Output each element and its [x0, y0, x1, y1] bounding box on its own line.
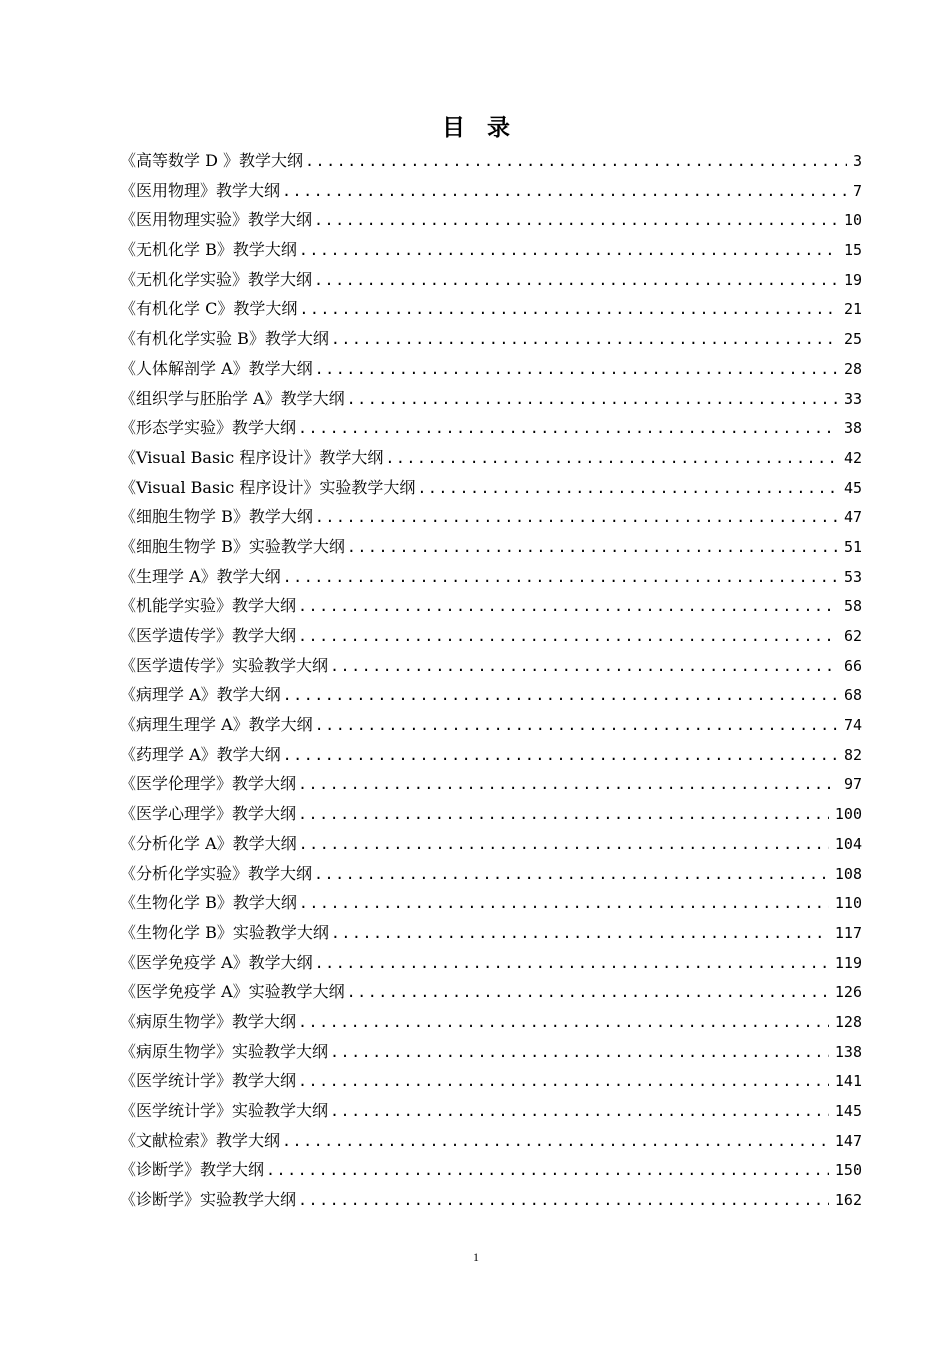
toc-dot-leader	[282, 1127, 829, 1157]
toc-entry-title: 《医学统计学》实验教学大纲	[120, 1101, 329, 1120]
toc-entry-page: 62	[843, 627, 862, 645]
toc-dot-leader	[315, 355, 838, 385]
toc-dot-leader	[347, 978, 829, 1008]
toc-entry-title: 《生物化学 B》实验教学大纲	[120, 922, 329, 942]
toc-entry-page: 162	[834, 1191, 862, 1210]
toc-entry[interactable]	[120, 532, 862, 562]
toc-dot-leader	[385, 444, 838, 474]
toc-entry-page: 147	[834, 1131, 862, 1150]
toc-entry-title: 《Visual Basic 程序设计》教学大纲	[120, 447, 384, 467]
toc-entry[interactable]	[120, 859, 862, 889]
toc-entry-title: 《病理生理学 A》教学大纲	[120, 715, 313, 735]
toc-entry-title: 《分析化学实验》教学大纲	[120, 863, 313, 883]
toc-dot-leader	[299, 295, 838, 325]
toc-entry-page: 47	[843, 508, 862, 527]
toc-entry[interactable]	[120, 443, 862, 473]
toc-entry-title: 《病理学 A》教学大纲	[120, 685, 281, 705]
toc-dot-leader	[331, 325, 838, 355]
toc-entry[interactable]	[120, 1126, 862, 1156]
toc-entry[interactable]	[120, 948, 862, 978]
toc-entry[interactable]	[120, 769, 862, 799]
toc-dot-leader	[330, 1038, 829, 1068]
toc-dot-leader	[298, 1186, 829, 1216]
toc-entry-page: 68	[843, 686, 862, 705]
toc-entry[interactable]	[120, 384, 862, 414]
toc-dot-leader	[315, 949, 829, 979]
toc-dot-leader	[314, 206, 838, 236]
toc-dot-leader	[330, 652, 838, 682]
toc-entry-title: 《无机化学 B》教学大纲	[120, 240, 297, 260]
toc-dot-leader	[298, 414, 838, 444]
toc-entry-title: 《医学心理学》教学大纲	[120, 804, 297, 824]
toc-entry-page: 108	[834, 864, 862, 883]
toc-entry-title: 《医学免疫学 A》教学大纲	[120, 952, 313, 972]
toc-entry-page: 42	[843, 448, 862, 467]
toc-entry-page: 45	[843, 478, 862, 497]
toc-entry-page: 10	[843, 211, 862, 230]
toc-dot-leader	[298, 800, 829, 830]
toc-entry[interactable]	[120, 205, 862, 235]
toc-entry[interactable]	[120, 1096, 862, 1126]
toc-dot-leader	[347, 533, 838, 563]
toc-entry[interactable]	[120, 1037, 862, 1067]
toc-dot-leader	[314, 860, 829, 890]
toc-entry-title: 《生物化学 B》教学大纲	[120, 893, 297, 913]
toc-entry[interactable]	[120, 1185, 862, 1215]
toc-entry-title: 《医学遗传学》实验教学大纲	[120, 655, 329, 675]
toc-entry[interactable]	[120, 621, 862, 651]
toc-entry-title: 《诊断学》实验教学大纲	[120, 1190, 297, 1210]
toc-entry[interactable]	[120, 799, 862, 829]
toc-entry-title: 《细胞生物学 B》实验教学大纲	[120, 536, 345, 556]
toc-entry[interactable]	[120, 176, 862, 206]
toc-entry-page: 19	[843, 270, 862, 289]
toc-dot-leader	[299, 236, 838, 266]
toc-entry-title: 《人体解剖学 A》教学大纲	[120, 358, 313, 378]
toc-dot-leader	[417, 474, 838, 504]
toc-entry-page: 3	[852, 152, 862, 170]
toc-entry[interactable]	[120, 324, 862, 354]
toc-entry-page: 15	[843, 241, 862, 260]
toc-entry[interactable]	[120, 710, 862, 740]
toc-dot-leader	[331, 919, 829, 949]
toc-entry-page: 110	[834, 894, 862, 913]
toc-entry-page: 117	[834, 923, 862, 942]
toc-entry[interactable]	[120, 591, 862, 621]
toc-entry-page: 104	[834, 834, 862, 853]
toc-entry[interactable]	[120, 413, 862, 443]
toc-entry[interactable]	[120, 1007, 862, 1037]
toc-entry-title: 《无机化学实验》教学大纲	[120, 269, 313, 289]
toc-dot-leader	[298, 622, 838, 652]
toc-entry-page: 25	[843, 330, 862, 349]
toc-dot-leader	[283, 741, 838, 771]
toc-entry-title: 《诊断学》教学大纲	[120, 1160, 265, 1180]
toc-entry-title: 《病原生物学》教学大纲	[120, 1011, 297, 1031]
toc-entry-title: 《药理学 A》教学大纲	[120, 744, 281, 764]
toc-entry-title: 《分析化学 A》教学大纲	[120, 833, 297, 853]
toc-entry-title: 《有机化学 C》教学大纲	[120, 299, 298, 319]
toc-dot-leader	[282, 177, 847, 207]
toc-dot-leader	[315, 503, 838, 533]
toc-entry[interactable]	[120, 740, 862, 770]
toc-entry-title: 《形态学实验》教学大纲	[120, 418, 297, 438]
toc-entry-page: 100	[834, 805, 862, 824]
toc-entry[interactable]	[120, 680, 862, 710]
toc-dot-leader	[330, 1097, 829, 1127]
toc-entry-page: 21	[843, 300, 862, 319]
toc-entry-page: 74	[843, 716, 862, 735]
toc-entry-title: 《机能学实验》教学大纲	[120, 596, 297, 616]
toc-dot-leader	[266, 1156, 829, 1186]
toc-dot-leader	[298, 592, 838, 622]
toc-entry-title: 《医学伦理学》教学大纲	[120, 774, 297, 794]
toc-entry-page: 119	[834, 953, 862, 972]
toc-entry-page: 141	[834, 1072, 862, 1091]
toc-dot-leader	[315, 711, 838, 741]
toc-entry-title: 《文献检索》教学大纲	[120, 1130, 281, 1150]
toc-entry-page: 38	[843, 419, 862, 438]
toc-entry[interactable]	[120, 1155, 862, 1185]
toc-entry-title: 《医用物理》教学大纲	[120, 180, 281, 200]
toc-entry-page: 66	[843, 656, 862, 675]
toc-entry-page: 33	[843, 389, 862, 408]
toc-entry[interactable]	[120, 473, 862, 503]
toc-entry-title: 《病原生物学》实验教学大纲	[120, 1041, 329, 1061]
toc-entry-page: 145	[834, 1102, 862, 1120]
toc-entry-title: 《Visual Basic 程序设计》实验教学大纲	[120, 477, 416, 497]
toc-dot-leader	[299, 889, 829, 919]
toc-entry-page: 7	[852, 181, 862, 200]
page-number: 1	[473, 1250, 479, 1264]
toc-entry[interactable]	[120, 829, 862, 859]
toc-dot-leader	[347, 385, 838, 415]
toc-dot-leader	[283, 681, 838, 711]
toc-dot-leader	[283, 563, 838, 593]
toc-entry-title: 《生理学 A》教学大纲	[120, 566, 281, 586]
toc-entry-title: 《细胞生物学 B》教学大纲	[120, 507, 313, 527]
toc-entry-page: 138	[834, 1042, 862, 1061]
toc-entry[interactable]	[120, 1066, 862, 1096]
toc-entry-page: 97	[843, 775, 862, 794]
toc-entry[interactable]	[120, 502, 862, 532]
toc-entry[interactable]	[120, 562, 862, 592]
toc-entry[interactable]	[120, 265, 862, 295]
toc-entry-page: 58	[843, 597, 862, 616]
toc-entry-title: 《医学免疫学 A》实验教学大纲	[120, 982, 345, 1002]
toc-entry[interactable]	[120, 235, 862, 265]
toc-entry-page: 82	[843, 745, 862, 764]
toc-entry-title: 《组织学与胚胎学 A》教学大纲	[120, 388, 345, 408]
toc-entry-page: 53	[843, 567, 862, 586]
toc-entry-title: 《医学遗传学》教学大纲	[120, 626, 297, 645]
toc-entry-page: 126	[834, 983, 862, 1002]
toc-entry[interactable]	[120, 146, 862, 176]
toc-entry-page: 28	[843, 359, 862, 378]
toc-dot-leader	[298, 770, 838, 800]
toc-dot-leader	[305, 147, 847, 177]
toc-entry-page: 150	[834, 1161, 862, 1180]
toc-entry[interactable]	[120, 918, 862, 948]
toc-entry-title: 《医学统计学》教学大纲	[120, 1071, 297, 1091]
toc-entry[interactable]	[120, 888, 862, 918]
toc-entry[interactable]	[120, 651, 862, 681]
page-title: 目录	[442, 114, 532, 141]
toc-dot-leader	[298, 1067, 829, 1097]
table-of-contents	[120, 146, 862, 1215]
toc-entry-title: 《高等数学 D 》教学大纲	[120, 151, 304, 170]
toc-dot-leader	[298, 1008, 829, 1038]
toc-entry[interactable]	[120, 977, 862, 1007]
toc-dot-leader	[299, 830, 829, 860]
toc-dot-leader	[314, 266, 838, 296]
toc-entry-page: 128	[834, 1012, 862, 1031]
toc-entry-title: 《有机化学实验 B》教学大纲	[120, 329, 329, 349]
toc-entry[interactable]	[120, 294, 862, 324]
toc-entry[interactable]	[120, 354, 862, 384]
toc-entry-page: 51	[843, 537, 862, 556]
toc-entry-title: 《医用物理实验》教学大纲	[120, 210, 313, 230]
